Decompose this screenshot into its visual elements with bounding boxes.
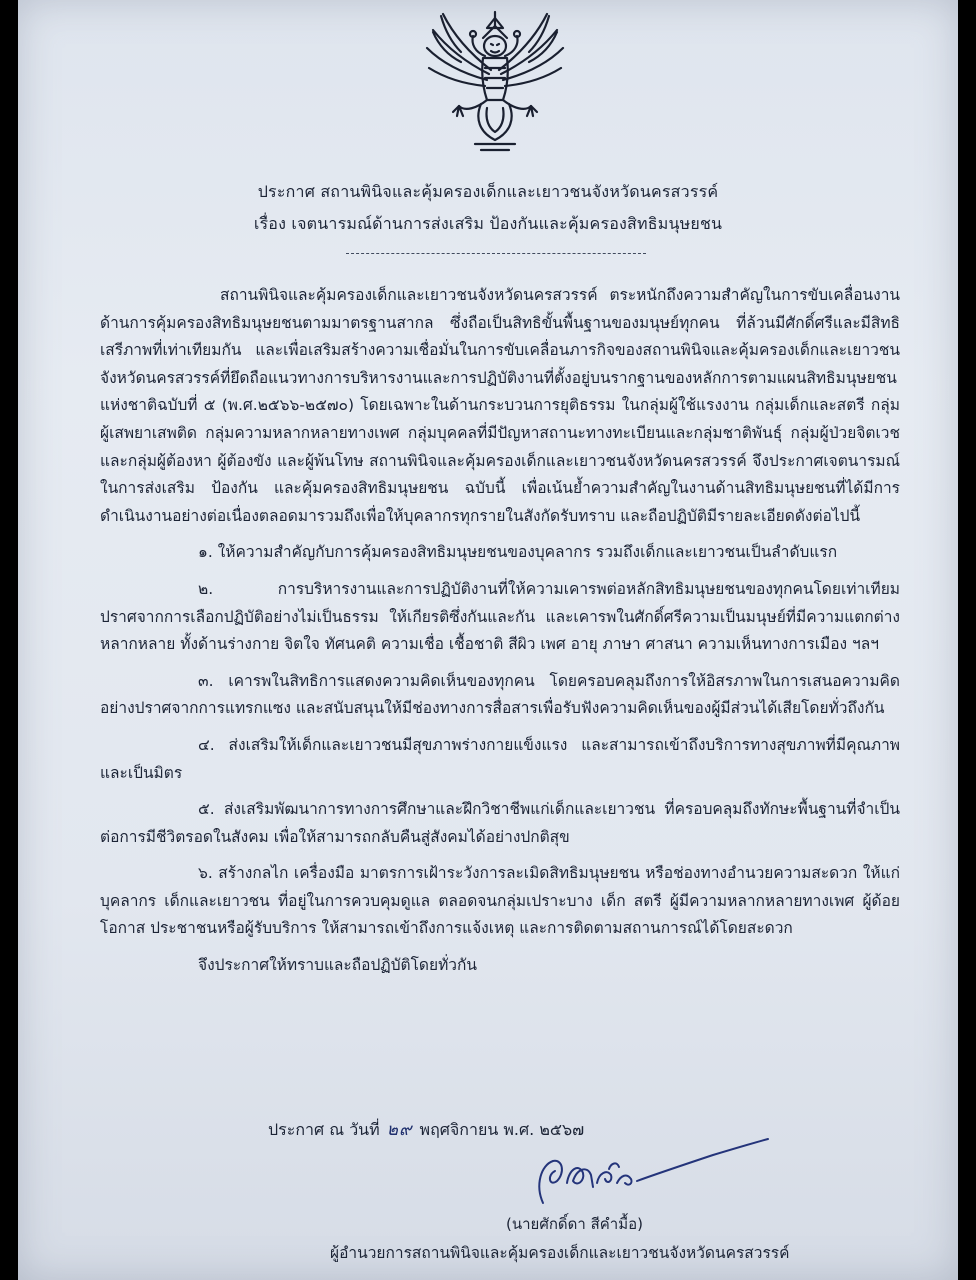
policy-item-2: ๒. การบริหารงานและการปฏิบัติงานที่ให้ความเคารพต่อหลักสิทธิมนุษยชนของทุกคนโดยเท่าเทียมปราศจากการเลือกปฏิบัติอย่างไม่เป็นธรรม ให้เกียรติซึ่งกันและกัน และเคารพในศักดิ์ศรีความเป็นมนุษย์ที่มีความแตกต่างหลากหลาย ทั้งด้านร่างกาย จิตใจ ทัศนคติ ความเชื่อ เชื้อชาติ สีผิว เพศ อายุ ภาษา ศาสนา ความเห็นทางการเมือง ฯลฯ (100, 579, 900, 654)
policy-item-4: ๔. ส่งเสริมให้เด็กและเยาวชนมีสุขภาพร่างกายแข็งแรง และสามารถเข้าถึงบริการทางสุขภาพที่มีคุณภาพและเป็นมิตร (100, 735, 900, 782)
policy-item-6: ๖. สร้างกลไก เครื่องมือ มาตรการเฝ้าระวังการละเมิดสิทธิมนุษยชน หรือช่องทางอำนวยความสะดวก ให้แก่ บุคลากร เด็กและเยาวชน ที่อยู่ในการควบคุมดูแล ตลอดจนกลุ่มเปราะบาง เด็ก สตรี ผู้มีความหลากหลายทางเพศ ผู้ด้อยโอกาส ประชาชนหรือผู้รับบริการ ให้สามารถเข้าถึงการแจ้งเหตุ และการติดตามสถานการณ์ได้โดยสะดวก (100, 864, 900, 938)
garuda-emblem-icon (421, 8, 569, 158)
date-prefix: ประกาศ ณ วันที่ (268, 1120, 380, 1139)
title-divider (346, 253, 646, 254)
handwritten-signature (513, 1125, 783, 1215)
policy-item-3: ๓. เคารพในสิทธิการแสดงความคิดเห็นของทุกคน โดยครอบคลุมถึงการให้อิสรภาพในการเสนอความคิดอย่างปราศจากการแทรกแซง และสนับสนุนให้มีช่องทางการสื่อสารเพื่อรับฟังความคิดเห็นของผู้มีส่วนได้เสียโดยทั่วถึงกัน (100, 671, 900, 718)
announcement-subject: เรื่อง เจตนารมณ์ด้านการส่งเสริม ป้องกันและคุ้มครองสิทธิมนุษยชน (253, 214, 723, 233)
document-sheet (18, 0, 958, 1280)
intro-paragraph: สถานพินิจและคุ้มครองเด็กและเยาวชนจังหวัดนครสวรรค์ ตระหนักถึงความสำคัญในการขับเคลื่อนงานด้านการคุ้มครองสิทธิมนุษยชนตามมาตรฐานสากล ซึ่งถือเป็นสิทธิขั้นพื้นฐานของมนุษย์ทุกคน ที่ล้วนมีศักดิ์ศรีและมีสิทธิเสรีภาพที่เท่าเทียมกัน และเพื่อเสริมสร้างความเชื่อมั่นในการขับเคลื่อนภารกิจของสถานพินิจและคุ้มครองเด็กและเยาวชนจังหวัดนครสวรรค์ที่ยึดถือแนวทางการบริหารงานและการปฏิบัติงานที่ตั้งอยู่บนรากฐานของหลักการตามแผนสิทธิมนุษยชนแห่งชาติฉบับที่ ๕ (พ.ศ.๒๕๖๖-๒๕๗๐) โดยเฉพาะในด้านกระบวนการยุติธรรม ในกลุ่มผู้ใช้แรงงาน กลุ่มเด็กและสตรี กลุ่มผู้เสพยาเสพติด กลุ่มความหลากหลายทางเพศ กลุ่มบุคคลที่มีปัญหาสถานะทางทะเบียนและกลุ่มชาติพันธุ์ กลุ่มผู้ป่วยจิตเวช และกลุ่มผู้ต้องหา ผู้ต้องขัง และผู้พ้นโทษ สถานพินิจและคุ้มครองเด็กและเยาวชนจังหวัดนครสวรรค์ จึงประกาศเจตนารมณ์ในการส่งเสริม ป้องกัน และคุ้มครองสิทธิมนุษยชน ฉบับนี้ เพื่อเน้นย้ำความสำคัญในงานด้านสิทธิมนุษยชนที่ได้มีการดำเนินงานอย่างต่อเนื่องตลอดมารวมถึงเพื่อให้บุคลากรทุกรายในสังกัดรับทราบ และถือปฏิบัติมีรายละเอียดดังต่อไปนี้ (100, 286, 900, 525)
date-month-year: พฤศจิกายน พ.ศ. ๒๕๖๗ (419, 1120, 585, 1139)
announcement-title: ประกาศ สถานพินิจและคุ้มครองเด็กและเยาวชนจังหวัดนครสวรรค์ (257, 182, 719, 201)
policy-item-5: ๕. ส่งเสริมพัฒนาการทางการศึกษาและฝึกวิชาชีพแก่เด็กและเยาวชน ที่ครอบคลุมถึงทักษะพื้นฐานที่จำเป็นต่อการมีชีวิตรอดในสังคม เพื่อให้สามารถกลับคืนสู่สังคมได้อย่างปกติสุข (100, 800, 900, 846)
signer-name: (นายศักดิ์ดา สีคำมื้อ) (506, 1215, 643, 1233)
policy-item-1: ๑. ให้ความสำคัญกับการคุ้มครองสิทธิมนุษยชนของบุคลากร รวมถึงเด็กและเยาวชนเป็นลำดับแรก (198, 543, 838, 562)
date-day-handwritten: ๒๙ (386, 1120, 413, 1140)
announcement-body (100, 282, 900, 989)
closing-statement: จึงประกาศให้ทราบและถือปฏิบัติโดยทั่วกัน (198, 956, 477, 975)
signer-position: ผู้อำนวยการสถานพินิจและคุ้มครองเด็กและเยาวชนจังหวัดนครสวรรค์ (330, 1244, 790, 1262)
